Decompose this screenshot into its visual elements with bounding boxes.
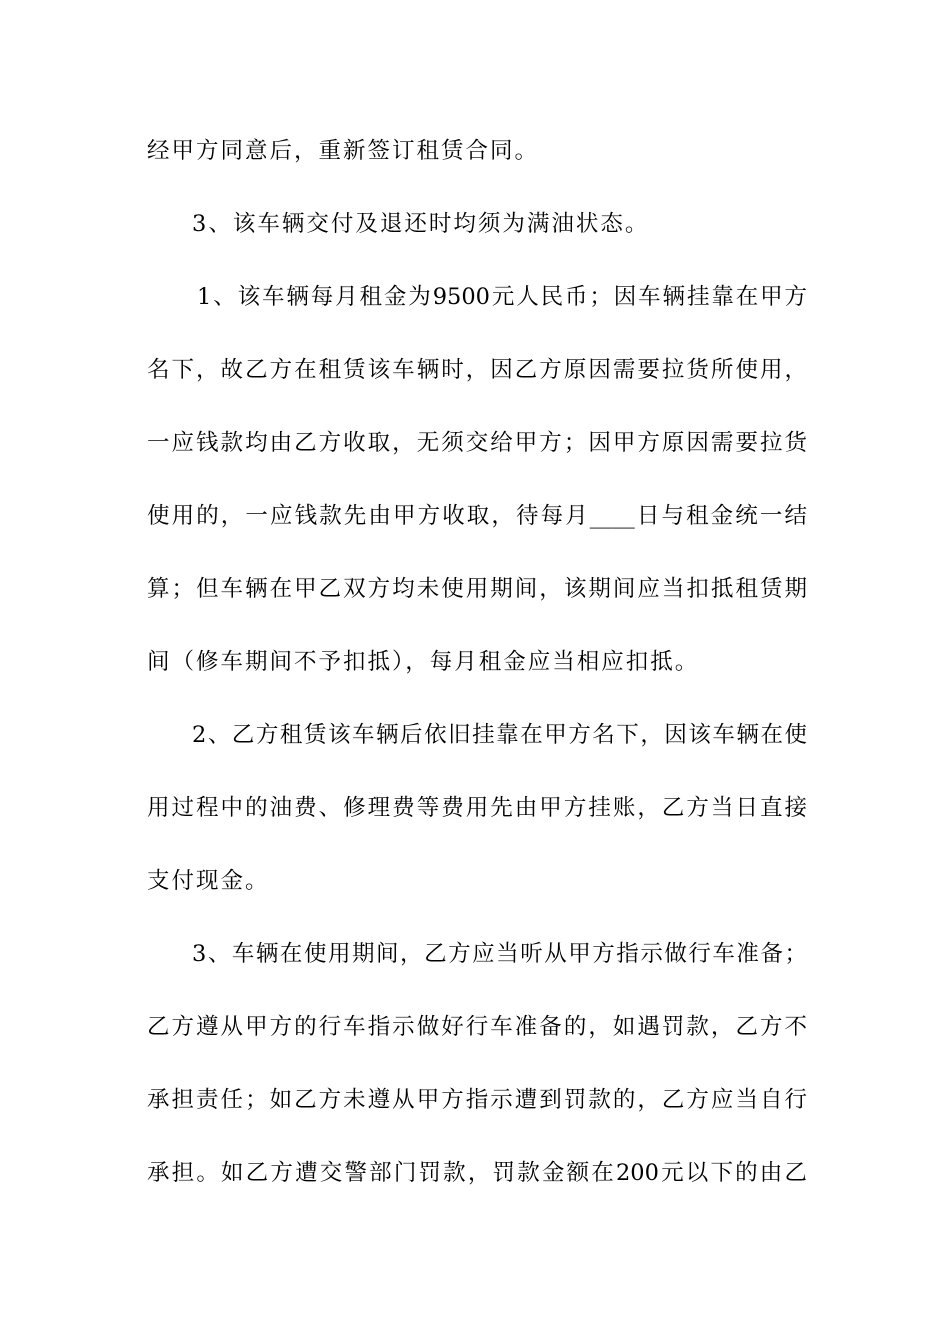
paragraph-line: 用过程中的油费、修理费等费用先由甲方挂账，乙方当日直接 <box>147 795 807 821</box>
paragraph-line: 名下，故乙方在租赁该车辆时，因乙方原因需要拉货所使用， <box>147 357 807 383</box>
paragraph-line: 算；但车辆在甲乙双方均未使用期间，该期间应当扣抵租赁期 <box>147 576 807 602</box>
paragraph-line: 乙方遵从甲方的行车指示做好行车准备的，如遇罚款，乙方不 <box>147 1014 807 1040</box>
paragraph-line: 支付现金。 <box>147 868 270 894</box>
paragraph-line: 一应钱款均由乙方收取，无须交给甲方；因甲方原因需要拉货 <box>147 430 807 456</box>
clause-line: 2、乙方租赁该车辆后依旧挂靠在甲方名下，因该车辆在使 <box>192 722 807 748</box>
paragraph-line: 经甲方同意后，重新签订租赁合同。 <box>147 138 540 164</box>
paragraph-line: 承担责任；如乙方未遵从甲方指示遭到罚款的，乙方应当自行 <box>147 1087 807 1113</box>
paragraph-line: 间（修车期间不予扣抵），每月租金应当相应扣抵。 <box>147 649 700 675</box>
document-body <box>147 128 807 1223</box>
clause-line: 3、该车辆交付及退还时均须为满油状态。 <box>192 211 650 237</box>
paragraph-line: 承担。如乙方遭交警部门罚款，罚款金额在200元以下的由乙 <box>147 1160 807 1186</box>
paragraph-line: 使用的，一应钱款先由甲方收取，待每月____日与租金统一结 <box>147 503 807 529</box>
clause-line: 3、车辆在使用期间，乙方应当听从甲方指示做行车准备； <box>192 941 807 967</box>
clause-line: 1、该车辆每月租金为9500元人民币；因车辆挂靠在甲方 <box>197 284 807 310</box>
